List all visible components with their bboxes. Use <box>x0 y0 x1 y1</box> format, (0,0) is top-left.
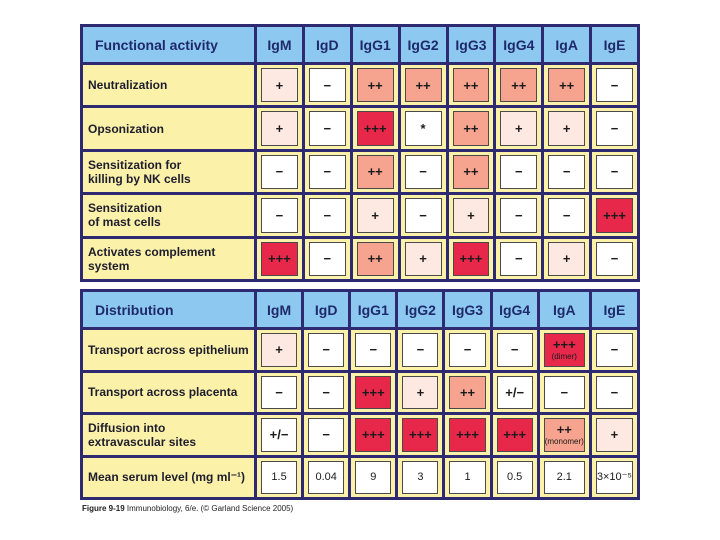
value-box <box>548 155 585 189</box>
column-header-igg3: IgG3 <box>449 27 494 62</box>
value-cell-igm <box>257 195 302 235</box>
value-text: + <box>275 121 284 137</box>
figure-caption <box>82 504 293 513</box>
value-box <box>355 461 391 495</box>
column-header-igg4: IgG4 <box>496 27 541 62</box>
value-cell-igg4 <box>493 373 537 413</box>
value-text: 0.5 <box>507 470 523 483</box>
value-text: + <box>610 427 619 443</box>
value-box <box>596 418 633 452</box>
value-text: − <box>416 342 425 358</box>
value-cell-igg4 <box>493 415 537 455</box>
value-box <box>596 111 633 145</box>
value-box <box>500 198 537 232</box>
value-text: ++ <box>511 77 527 93</box>
value-box <box>596 155 633 189</box>
value-box <box>548 111 585 145</box>
value-box <box>309 155 346 189</box>
value-text: +++ <box>456 427 479 443</box>
value-box <box>500 68 537 102</box>
value-text: − <box>610 164 619 180</box>
value-text: +++ <box>363 121 387 137</box>
distribution-table <box>80 289 640 500</box>
value-text: − <box>323 207 332 223</box>
value-box <box>309 242 346 276</box>
value-text: ++ <box>556 422 572 438</box>
value-text: + <box>275 342 283 358</box>
value-cell-igg1 <box>351 458 395 498</box>
value-box <box>402 333 438 367</box>
value-text: − <box>322 427 330 443</box>
value-cell-igm <box>257 330 301 370</box>
value-cell-igd <box>305 152 350 192</box>
value-text: − <box>323 164 332 180</box>
value-cell-igg3 <box>449 195 494 235</box>
functional-activity-header: Functional activity <box>83 27 254 62</box>
value-box <box>453 111 490 145</box>
row-label: Sensitization of mast cells <box>83 195 254 235</box>
value-cell-iga <box>540 415 589 455</box>
value-text: +++ <box>361 384 385 400</box>
value-box <box>497 376 533 410</box>
value-cell-igd <box>305 108 350 148</box>
value-cell-igm <box>257 108 302 148</box>
value-cell-ige <box>592 65 637 105</box>
value-box <box>596 68 633 102</box>
column-header-iga: IgA <box>540 292 589 327</box>
value-text: + <box>562 121 571 137</box>
row-label: Transport across placenta <box>83 373 254 413</box>
value-text: − <box>322 384 330 400</box>
value-cell-igm <box>257 65 302 105</box>
value-text: − <box>515 164 523 180</box>
column-header-igg2: IgG2 <box>398 292 442 327</box>
value-box <box>309 68 346 102</box>
value-cell-igg4 <box>496 108 541 148</box>
value-box <box>261 418 297 452</box>
value-box <box>355 333 391 367</box>
value-box <box>596 333 633 367</box>
column-header-igd: IgD <box>305 27 350 62</box>
value-text: − <box>419 164 427 180</box>
value-cell-igg4 <box>496 195 541 235</box>
value-box <box>596 376 633 410</box>
value-text: ++ <box>559 77 575 93</box>
distribution-header: Distribution <box>83 292 254 327</box>
value-box <box>355 376 391 410</box>
value-text: − <box>562 164 571 180</box>
value-text: ++ <box>463 164 479 180</box>
column-header-igg2: IgG2 <box>401 27 446 62</box>
value-cell-igg1 <box>353 239 398 279</box>
value-cell-igg3 <box>445 415 489 455</box>
value-cell-igg3 <box>445 458 489 498</box>
value-box <box>497 333 533 367</box>
value-cell-igg2 <box>398 458 442 498</box>
value-box <box>497 418 533 452</box>
value-box <box>453 155 490 189</box>
value-cell-igd <box>305 239 350 279</box>
column-header-igd: IgD <box>304 292 348 327</box>
value-box <box>596 461 633 495</box>
value-box <box>405 198 442 232</box>
value-cell-igg2 <box>401 108 446 148</box>
value-text: ++ <box>367 251 383 267</box>
value-box <box>357 155 394 189</box>
value-cell-ige <box>592 458 637 498</box>
value-text: − <box>510 342 519 358</box>
value-text: +++ <box>361 427 385 443</box>
value-box <box>308 376 344 410</box>
value-box <box>357 68 394 102</box>
value-cell-igg4 <box>496 152 541 192</box>
value-box <box>500 111 537 145</box>
value-text: * <box>420 121 426 137</box>
value-cell-igm <box>257 458 301 498</box>
value-box <box>261 461 297 495</box>
value-box <box>308 418 344 452</box>
value-cell-igg4 <box>496 239 541 279</box>
value-box <box>402 376 438 410</box>
value-box <box>357 242 394 276</box>
value-text: +/− <box>269 427 289 443</box>
value-text: ++ <box>463 77 479 93</box>
value-text: − <box>369 342 378 358</box>
value-cell-igd <box>305 195 350 235</box>
value-text: + <box>562 251 571 267</box>
value-box <box>548 198 585 232</box>
value-text: − <box>323 251 332 267</box>
value-text: ++ <box>415 77 431 93</box>
value-box <box>449 333 485 367</box>
functional-activity-table <box>80 24 640 282</box>
value-box <box>402 418 438 452</box>
value-box <box>497 461 533 495</box>
value-cell-iga <box>540 373 589 413</box>
value-text: ++ <box>463 121 479 137</box>
value-text: − <box>275 384 283 400</box>
value-text: − <box>515 251 523 267</box>
value-cell-igg3 <box>445 330 489 370</box>
value-cell-igg1 <box>353 108 398 148</box>
value-cell-igg1 <box>353 152 398 192</box>
value-box <box>544 461 585 495</box>
row-label: Transport across epithelium <box>83 330 254 370</box>
value-text: + <box>467 207 475 223</box>
value-text: +++ <box>268 251 291 267</box>
value-text: +++ <box>503 427 527 443</box>
value-text: − <box>323 121 332 137</box>
value-text: ++ <box>367 77 383 93</box>
value-cell-igd <box>304 330 348 370</box>
value-cell-igg4 <box>496 65 541 105</box>
row-label: Opsonization <box>83 108 254 148</box>
value-box <box>261 68 298 102</box>
value-text: − <box>419 207 427 223</box>
value-cell-igg1 <box>353 65 398 105</box>
value-text: − <box>275 164 284 180</box>
value-box <box>453 242 490 276</box>
value-cell-igg1 <box>351 373 395 413</box>
value-text: − <box>560 384 569 400</box>
value-note: (dimer) <box>551 352 577 362</box>
value-text: + <box>515 121 523 137</box>
value-box <box>500 155 537 189</box>
value-text: 2.1 <box>556 470 572 483</box>
column-header-ige: IgE <box>592 27 637 62</box>
value-cell-igg4 <box>493 330 537 370</box>
value-box <box>453 68 490 102</box>
value-cell-iga <box>544 239 589 279</box>
value-text: − <box>610 251 619 267</box>
value-box <box>261 198 298 232</box>
column-header-igg3: IgG3 <box>445 292 489 327</box>
value-box <box>405 242 442 276</box>
value-cell-igg3 <box>449 239 494 279</box>
column-header-iga: IgA <box>544 27 589 62</box>
value-box <box>453 198 490 232</box>
figure-source: Immunobiology, 6/e. (© Garland Science 2005) <box>126 504 294 513</box>
value-text: − <box>610 384 619 400</box>
value-cell-igm <box>257 239 302 279</box>
column-header-ige: IgE <box>592 292 637 327</box>
value-text: − <box>463 342 472 358</box>
value-text: 9 <box>370 470 377 483</box>
value-text: ++ <box>459 384 476 400</box>
value-text: 3×10⁻⁵ <box>596 470 632 483</box>
value-cell-igg3 <box>445 373 489 413</box>
row-label: Activates complement system <box>83 239 254 279</box>
value-cell-ige <box>592 108 637 148</box>
value-cell-igg2 <box>401 152 446 192</box>
value-text: − <box>322 342 330 358</box>
value-cell-iga <box>540 458 589 498</box>
value-cell-ige <box>592 373 637 413</box>
value-cell-iga <box>544 108 589 148</box>
value-text: − <box>610 121 619 137</box>
column-header-igg4: IgG4 <box>493 292 537 327</box>
value-cell-igg3 <box>449 108 494 148</box>
value-box <box>357 198 394 232</box>
value-cell-igd <box>305 65 350 105</box>
value-box <box>355 418 391 452</box>
value-text: +++ <box>603 207 626 223</box>
value-box <box>449 461 485 495</box>
value-cell-igg1 <box>351 415 395 455</box>
value-cell-igm <box>257 152 302 192</box>
value-box <box>548 242 585 276</box>
value-text: − <box>275 207 284 223</box>
value-box <box>548 68 585 102</box>
value-text: − <box>515 207 523 223</box>
value-text: − <box>562 207 571 223</box>
value-text: 0.04 <box>315 470 337 483</box>
value-box <box>596 198 633 232</box>
value-text: +++ <box>552 337 576 353</box>
row-label: Sensitization for killing by NK cells <box>83 152 254 192</box>
value-box <box>449 376 485 410</box>
value-box <box>596 242 633 276</box>
value-cell-igg1 <box>353 195 398 235</box>
value-text: ++ <box>367 164 383 180</box>
value-box <box>357 111 394 145</box>
value-box <box>544 333 585 367</box>
value-box <box>405 111 442 145</box>
value-text: 3 <box>417 470 424 483</box>
value-box <box>544 418 585 452</box>
value-cell-ige <box>592 195 637 235</box>
column-header-igm: IgM <box>257 27 302 62</box>
value-cell-igg2 <box>401 239 446 279</box>
value-box <box>261 376 297 410</box>
value-cell-igg2 <box>398 373 442 413</box>
value-box <box>500 242 537 276</box>
value-text: 1 <box>464 470 471 483</box>
value-box <box>261 155 298 189</box>
value-box <box>449 418 485 452</box>
value-cell-igg3 <box>449 152 494 192</box>
value-cell-ige <box>592 239 637 279</box>
value-cell-igg1 <box>351 330 395 370</box>
value-box <box>544 376 585 410</box>
value-cell-igg2 <box>401 65 446 105</box>
figure-number: Figure 9-19 <box>82 504 125 513</box>
value-text: − <box>610 342 619 358</box>
row-label: Neutralization <box>83 65 254 105</box>
value-text: + <box>371 207 379 223</box>
value-text: + <box>416 384 425 400</box>
value-box <box>308 333 344 367</box>
value-note: (monomer) <box>544 437 584 447</box>
value-box <box>309 111 346 145</box>
value-box <box>261 111 298 145</box>
value-box <box>308 461 344 495</box>
value-text: − <box>323 77 332 93</box>
value-cell-igg4 <box>493 458 537 498</box>
column-header-igm: IgM <box>257 292 301 327</box>
value-text: + <box>419 251 427 267</box>
value-cell-igg2 <box>398 330 442 370</box>
value-cell-iga <box>544 152 589 192</box>
value-box <box>261 333 297 367</box>
row-label: Mean serum level (mg ml⁻¹) <box>83 458 254 498</box>
value-text: − <box>610 77 619 93</box>
value-cell-igg2 <box>398 415 442 455</box>
value-text: +++ <box>459 251 483 267</box>
column-header-igg1: IgG1 <box>351 292 395 327</box>
value-cell-igm <box>257 373 301 413</box>
value-cell-igd <box>304 415 348 455</box>
value-cell-ige <box>592 152 637 192</box>
row-label: Diffusion into extravascular sites <box>83 415 254 455</box>
value-cell-ige <box>592 330 637 370</box>
value-box <box>405 155 442 189</box>
value-text: 1.5 <box>271 470 287 483</box>
value-box <box>261 242 298 276</box>
value-cell-igg3 <box>449 65 494 105</box>
value-cell-iga <box>544 195 589 235</box>
value-box <box>405 68 442 102</box>
value-box <box>402 461 438 495</box>
value-text: +++ <box>409 427 432 443</box>
value-cell-igd <box>304 458 348 498</box>
column-header-igg1: IgG1 <box>353 27 398 62</box>
value-text: + <box>275 77 284 93</box>
value-cell-igm <box>257 415 301 455</box>
value-box <box>309 198 346 232</box>
value-text: +/− <box>505 384 525 400</box>
value-cell-iga <box>544 65 589 105</box>
value-cell-igd <box>304 373 348 413</box>
value-cell-igg2 <box>401 195 446 235</box>
value-cell-ige <box>592 415 637 455</box>
value-cell-iga <box>540 330 589 370</box>
